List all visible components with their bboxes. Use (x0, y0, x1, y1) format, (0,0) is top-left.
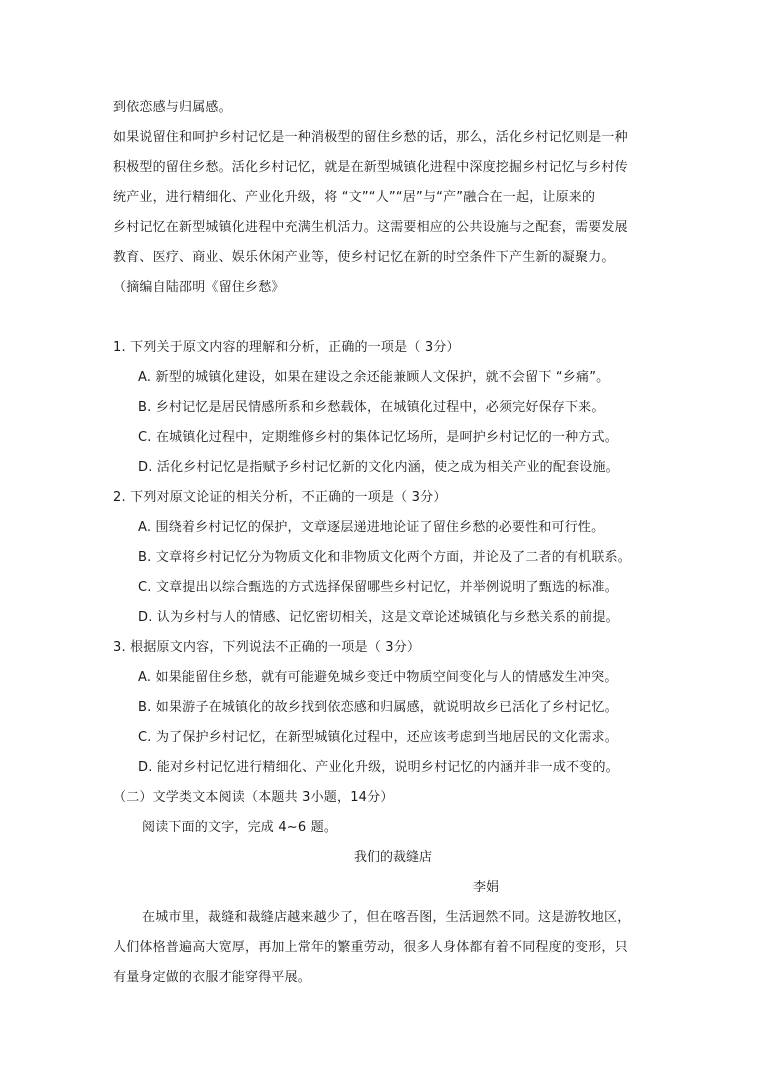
option-b: B. 如果游子在城镇化的故乡找到依恋感和归属感，就说明故乡已活化了乡村记忆。 (138, 700, 618, 715)
section-instruction: 阅读下面的文字，完成 4~6 题。 (142, 820, 338, 835)
option-a: A. 新型的城镇化建设，如果在建设之余还能兼顾人文保护，就不会留下 “乡痛”。 (138, 370, 610, 385)
passage-line: 到依恋感与归属感。 (113, 100, 232, 115)
story-line: 有量身定做的衣服才能穿得平展。 (113, 970, 312, 985)
passage-line: 如果说留住和呵护乡村记忆是一种消极型的留住乡愁的话，那么，活化乡村记忆则是一种 (113, 130, 628, 145)
section-heading: （二）文学类文本阅读（本题共 3小题，14分） (113, 790, 394, 805)
passage-line: 乡村记忆在新型城镇化进程中充满生机活力。这需要相应的公共设施与之配套，需要发展 (113, 220, 628, 235)
option-a: A. 如果能留住乡愁，就有可能避免城乡变迁中物质空间变化与人的情感发生冲突。 (138, 670, 618, 685)
passage-line: 教育、医疗、商业、娱乐休闲产业等，使乡村记忆在新的时空条件下产生新的凝聚力。 (113, 250, 615, 265)
option-c: C. 在城镇化过程中，定期维修乡村的集体记忆场所，是呵护乡村记忆的一种方式。 (138, 430, 618, 445)
question-stem: 1. 下列关于原文内容的理解和分析，正确的一项是（ 3分） (113, 340, 460, 355)
option-b: B. 乡村记忆是居民情感所系和乡愁载体，在城镇化过程中，必须完好保存下来。 (138, 400, 605, 415)
question-stem: 3. 根据原文内容，下列说法不正确的一项是（ 3分） (113, 640, 421, 655)
option-b: B. 文章将乡村记忆分为物质文化和非物质文化两个方面，并论及了二者的有机联系。 (138, 550, 631, 565)
option-d: D. 能对乡村记忆进行精细化、产业化升级，说明乡村记忆的内涵并非一成不变的。 (138, 760, 619, 775)
passage-line: 积极型的留住乡愁。活化乡村记忆，就是在新型城镇化进程中深度挖掘乡村记忆与乡村传 (113, 160, 628, 175)
passage-source: （摘编自陆邵明《留住乡愁》 (113, 280, 285, 295)
question-stem: 2. 下列对原文论证的相关分析，不正确的一项是（ 3分） (113, 490, 447, 505)
option-d: D. 认为乡村与人的情感、记忆密切相关，这是文章论述城镇化与乡愁关系的前提。 (138, 610, 619, 625)
story-title: 我们的裁缝店 (354, 850, 433, 865)
option-c: C. 文章提出以综合甄选的方式选择保留哪些乡村记忆，并举例说明了甄选的标准。 (138, 580, 618, 595)
option-d: D. 活化乡村记忆是指赋予乡村记忆新的文化内涵，使之成为相关产业的配套设施。 (138, 460, 619, 475)
option-a: A. 围绕着乡村记忆的保护，文章逐层递进地论证了留住乡愁的必要性和可行性。 (138, 520, 605, 535)
passage-line: 统产业，进行精细化、产业化升级，将 “文”“人”“居”与“产”融合在一起，让原来的 (113, 190, 596, 205)
story-line: 在城市里，裁缝和裁缝店越来越少了，但在喀吾图，生活迥然不同。这是游牧地区， (142, 910, 631, 925)
story-author: 李娟 (473, 880, 500, 895)
option-c: C. 为了保护乡村记忆，在新型城镇化过程中，还应该考虑到当地居民的文化需求。 (138, 730, 618, 745)
story-line: 人们体格普遍高大宽厚，再加上常年的繁重劳动，很多人身体都有着不同程度的变形，只 (113, 940, 628, 955)
